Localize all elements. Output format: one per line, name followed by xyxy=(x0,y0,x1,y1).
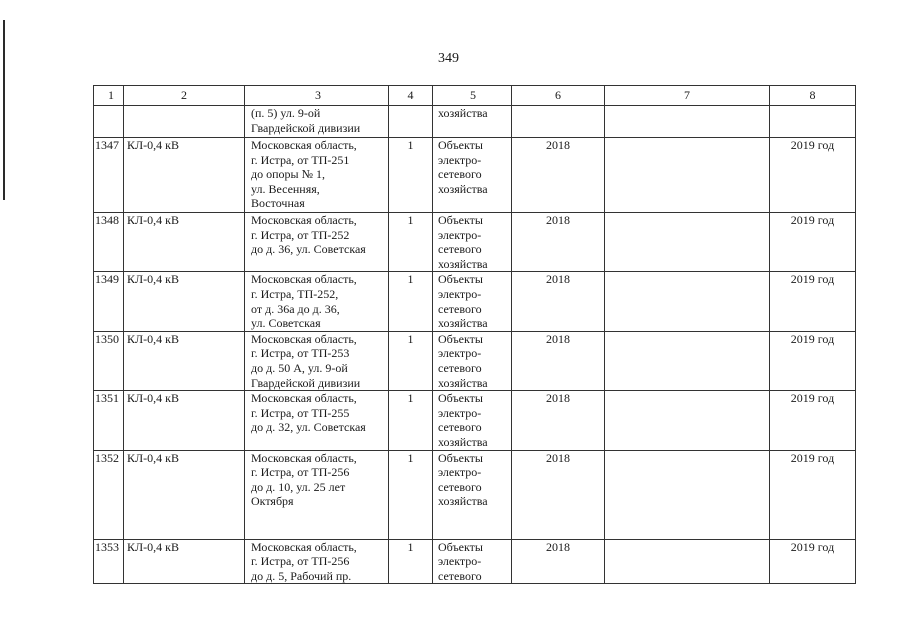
cell-num: 1352 xyxy=(94,450,124,539)
cell-col7 xyxy=(605,450,770,539)
type-line: Объекты xyxy=(438,450,483,465)
type-line: сетевого xyxy=(438,479,482,494)
cell-qty: 1 xyxy=(389,331,433,390)
type-line: хозяйства xyxy=(438,316,488,331)
type-line: Объекты xyxy=(438,391,483,406)
cell-year: 2018 xyxy=(512,138,605,213)
cell-col7 xyxy=(605,539,770,584)
cell-num: 1350 xyxy=(94,331,124,390)
cell-year: 2018 xyxy=(512,391,605,450)
cell-num: 1347 xyxy=(94,138,124,213)
cell-type xyxy=(433,450,512,539)
cell-name: КЛ-0,4 кВ xyxy=(124,213,245,272)
address-line: до д. 10, ул. 25 лет xyxy=(251,479,346,494)
header-col-5: 5 xyxy=(433,86,512,106)
cell-name: КЛ-0,4 кВ xyxy=(124,272,245,331)
cell-qty xyxy=(389,106,433,138)
page-number: 349 xyxy=(438,51,459,66)
address-line: г. Истра, от ТП-256 xyxy=(251,554,350,569)
address-line: г. Истра, от ТП-252 xyxy=(251,227,350,242)
address-line: г. Истра, от ТП-255 xyxy=(251,405,350,420)
cell-col7 xyxy=(605,106,770,138)
cell-num: 1353 xyxy=(94,539,124,584)
cell-num: 1349 xyxy=(94,272,124,331)
address-line: Московская область, xyxy=(251,539,357,554)
cell-year: 2018 xyxy=(512,331,605,390)
type-line: электро- xyxy=(438,405,482,420)
address-line: (п. 5) ул. 9-ой xyxy=(251,106,321,120)
cell-deadline: 2019 год xyxy=(770,331,856,390)
type-line: сетевого xyxy=(438,420,482,435)
cell-qty: 1 xyxy=(389,539,433,584)
address-line: Московская область, xyxy=(251,213,357,227)
table-row xyxy=(94,331,856,390)
header-col-7: 7 xyxy=(605,86,770,106)
cell-type xyxy=(433,272,512,331)
address-line: Восточная xyxy=(251,196,305,211)
type-line: электро- xyxy=(438,286,482,301)
cell-qty: 1 xyxy=(389,272,433,331)
type-line: Объекты xyxy=(438,331,483,346)
continuation-row xyxy=(94,106,856,138)
address-line: Московская область, xyxy=(251,450,357,465)
type-line: хозяйства xyxy=(438,106,488,120)
address-line: г. Истра, ТП-252, xyxy=(251,286,339,301)
cell-col7 xyxy=(605,391,770,450)
type-line: электро- xyxy=(438,554,482,569)
cell-name xyxy=(124,106,245,138)
address-line: Московская область, xyxy=(251,391,357,406)
type-line: сетевого xyxy=(438,167,482,182)
cell-address xyxy=(245,331,389,390)
cell-address xyxy=(245,539,389,584)
header-col-3: 3 xyxy=(245,86,389,106)
cell-address xyxy=(245,272,389,331)
cell-address xyxy=(245,138,389,213)
cell-year xyxy=(512,106,605,138)
type-line: Объекты xyxy=(438,213,483,227)
address-line: ул. Весенняя, xyxy=(251,181,320,196)
cell-type xyxy=(433,106,512,138)
table-header-row xyxy=(94,86,856,106)
address-line: г. Истра, от ТП-256 xyxy=(251,465,350,480)
address-line: Гвардейской дивизии xyxy=(251,120,361,135)
address-line: до д. 36, ул. Советская xyxy=(251,242,366,257)
cell-num: 1351 xyxy=(94,391,124,450)
type-line: электро- xyxy=(438,227,482,242)
address-line: от д. 36а до д. 36, xyxy=(251,301,340,316)
header-col-2: 2 xyxy=(124,86,245,106)
cell-deadline: 2019 год xyxy=(770,391,856,450)
table-row xyxy=(94,450,856,539)
cell-col7 xyxy=(605,138,770,213)
type-line: хозяйства xyxy=(438,494,488,509)
address-line: Московская область, xyxy=(251,272,357,287)
table-row xyxy=(94,539,856,584)
address-line: до д. 5, Рабочий пр. xyxy=(251,568,352,583)
type-line: хозяйства xyxy=(438,434,488,449)
table-row xyxy=(94,272,856,331)
cell-type xyxy=(433,331,512,390)
type-line: хозяйства xyxy=(438,375,488,390)
cell-address xyxy=(245,106,389,138)
cell-address xyxy=(245,213,389,272)
cell-address xyxy=(245,391,389,450)
address-line: ул. Советская xyxy=(251,316,321,331)
cell-deadline: 2019 год xyxy=(770,539,856,584)
cell-name: КЛ-0,4 кВ xyxy=(124,539,245,584)
address-line: до д. 32, ул. Советская xyxy=(251,420,366,435)
cell-qty: 1 xyxy=(389,138,433,213)
address-line: до опоры № 1, xyxy=(251,167,326,182)
type-line: Объекты xyxy=(438,138,483,152)
cell-deadline: 2019 год xyxy=(770,213,856,272)
cell-col7 xyxy=(605,213,770,272)
cell-type xyxy=(433,539,512,584)
type-line: сетевого xyxy=(438,301,482,316)
type-line: электро- xyxy=(438,152,482,167)
cell-year: 2018 xyxy=(512,213,605,272)
scan-edge-mark xyxy=(3,20,5,200)
cell-deadline: 2019 год xyxy=(770,138,856,213)
address-line: г. Истра, от ТП-251 xyxy=(251,152,350,167)
type-line: электро- xyxy=(438,465,482,480)
address-line: г. Истра, от ТП-253 xyxy=(251,346,350,361)
type-line: хозяйства xyxy=(438,181,488,196)
cell-year: 2018 xyxy=(512,272,605,331)
cell-qty: 1 xyxy=(389,450,433,539)
table-row xyxy=(94,138,856,213)
cell-deadline: 2019 год xyxy=(770,272,856,331)
cell-col7 xyxy=(605,331,770,390)
header-col-8: 8 xyxy=(770,86,856,106)
cell-qty: 1 xyxy=(389,391,433,450)
type-line: сетевого xyxy=(438,242,482,257)
cell-year: 2018 xyxy=(512,450,605,539)
cell-deadline xyxy=(770,106,856,138)
table-row xyxy=(94,391,856,450)
type-line: хозяйства xyxy=(438,256,488,271)
cell-name: КЛ-0,4 кВ xyxy=(124,450,245,539)
cell-type xyxy=(433,138,512,213)
type-line: Объекты xyxy=(438,272,483,287)
registry-table xyxy=(93,85,856,584)
cell-year: 2018 xyxy=(512,539,605,584)
table-row xyxy=(94,213,856,272)
cell-name: КЛ-0,4 кВ xyxy=(124,331,245,390)
type-line: электро- xyxy=(438,346,482,361)
header-col-4: 4 xyxy=(389,86,433,106)
cell-num: 1348 xyxy=(94,213,124,272)
cell-deadline: 2019 год xyxy=(770,450,856,539)
address-line: до д. 50 А, ул. 9-ой xyxy=(251,360,348,375)
cell-type xyxy=(433,391,512,450)
cell-qty: 1 xyxy=(389,213,433,272)
type-line: сетевого xyxy=(438,568,482,583)
address-line: Гвардейской дивизии xyxy=(251,375,361,390)
cell-name: КЛ-0,4 кВ xyxy=(124,391,245,450)
cell-num xyxy=(94,106,124,138)
header-col-6: 6 xyxy=(512,86,605,106)
address-line: Московская область, xyxy=(251,331,357,346)
cell-name: КЛ-0,4 кВ xyxy=(124,138,245,213)
cell-address xyxy=(245,450,389,539)
cell-type xyxy=(433,213,512,272)
type-line: Объекты xyxy=(438,539,483,554)
address-line: Московская область, xyxy=(251,138,357,152)
address-line: Октября xyxy=(251,494,294,509)
type-line: сетевого xyxy=(438,360,482,375)
cell-col7 xyxy=(605,272,770,331)
header-col-1: 1 xyxy=(94,86,124,106)
